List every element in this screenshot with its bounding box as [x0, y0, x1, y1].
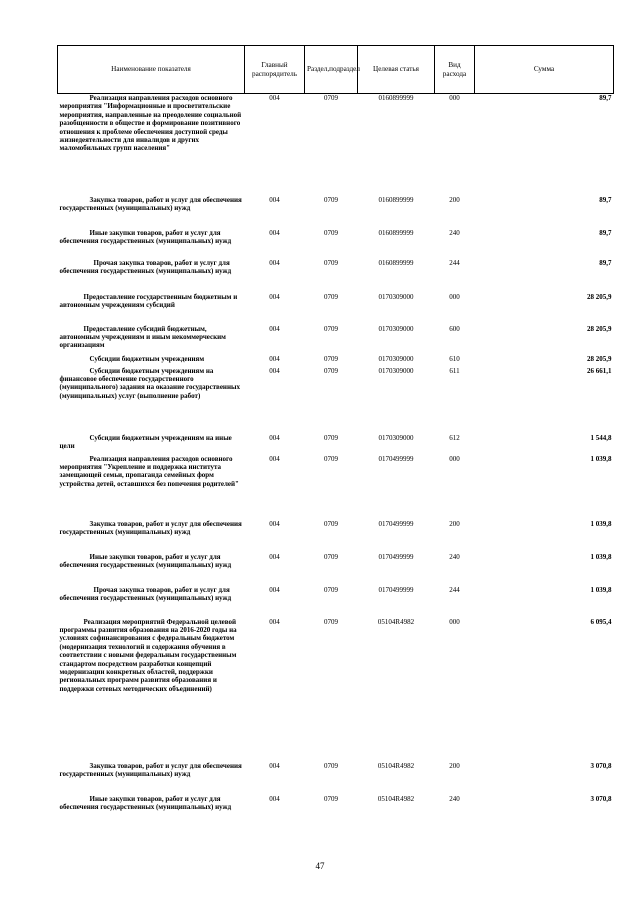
row-sum: 28 205,9	[587, 324, 612, 333]
row-target: 0170309000	[378, 292, 414, 301]
row-section: 0709	[324, 324, 338, 333]
row-section: 0709	[324, 552, 338, 561]
row-target: 0160899999	[378, 228, 414, 237]
row-sum: 89,7	[599, 228, 612, 237]
row-section: 0709	[324, 433, 338, 442]
row-type: 200	[449, 195, 460, 204]
row-manager: 004	[269, 354, 280, 363]
table-row	[58, 455, 614, 520]
row-name: Закупка товаров, работ и услуг для обеспечения государственных (муниципальных) нужд	[59, 761, 242, 778]
row-target: 05104R4982	[377, 761, 415, 770]
row-type: 244	[449, 585, 460, 594]
header-target: Целевая статья	[358, 46, 435, 94]
row-type: 610	[449, 354, 460, 363]
row-manager: 004	[269, 761, 280, 770]
row-type: 200	[449, 761, 460, 770]
row-section: 0709	[324, 585, 338, 594]
row-name: Иные закупки товаров, работ и услуг для обеспечения государственных (муниципальных) нужд	[59, 228, 232, 245]
table-row	[58, 434, 614, 455]
row-sum: 26 661,1	[587, 366, 612, 375]
row-target: 05104R4982	[377, 617, 415, 626]
table-row	[58, 618, 614, 762]
row-target: 0170309000	[378, 354, 414, 363]
row-name: Предоставление субсидий бюджетным, автономным учреждениям и иным некоммерческим организациям	[59, 324, 226, 350]
row-name: Иные закупки товаров, работ и услуг для обеспечения государственных (муниципальных) нужд	[59, 552, 232, 569]
table-row	[58, 586, 614, 618]
row-manager: 004	[269, 552, 280, 561]
row-section: 0709	[324, 617, 338, 626]
table-row	[58, 367, 614, 434]
row-manager: 004	[269, 433, 280, 442]
row-target: 0170499999	[378, 519, 414, 528]
row-sum: 89,7	[599, 195, 612, 204]
row-type: 612	[449, 433, 460, 442]
table-row	[58, 259, 614, 293]
row-section: 0709	[324, 228, 338, 237]
row-sum: 6 095,4	[590, 617, 612, 626]
row-target: 0170499999	[378, 585, 414, 594]
row-type: 244	[449, 258, 460, 267]
row-name: Закупка товаров, работ и услуг для обеспечения государственных (муниципальных) нужд	[59, 195, 242, 212]
row-target: 0170309000	[378, 433, 414, 442]
row-type: 240	[449, 552, 460, 561]
row-manager: 004	[269, 228, 280, 237]
row-sum: 28 205,9	[587, 354, 612, 363]
table-header-row	[58, 46, 614, 94]
table-row	[58, 94, 614, 196]
table-row	[58, 762, 614, 795]
row-manager: 004	[269, 617, 280, 626]
table-row	[58, 520, 614, 553]
table-row	[58, 553, 614, 586]
row-type: 240	[449, 228, 460, 237]
row-section: 0709	[324, 761, 338, 770]
row-section: 0709	[324, 794, 338, 803]
row-name: Прочая закупка товаров, работ и услуг для обеспечения государственных (муниципальных) нужд	[59, 258, 232, 275]
page-number: 47	[315, 861, 325, 871]
row-name: Субсидии бюджетным учреждениям на финансовое обеспечение государственного (муниципального) задания на оказание государственных (муниципальных) услуг (выполнение работ)	[59, 366, 240, 400]
row-target: 0170499999	[378, 454, 414, 463]
row-name: Прочая закупка товаров, работ и услуг для обеспечения государственных (муниципальных) нужд	[59, 585, 232, 602]
row-section: 0709	[324, 454, 338, 463]
row-section: 0709	[324, 292, 338, 301]
header-sum: Сумма	[475, 46, 614, 94]
row-sum: 1 039,8	[590, 552, 612, 561]
row-type: 000	[449, 94, 460, 102]
table-row	[58, 795, 614, 825]
row-section: 0709	[324, 354, 338, 363]
row-type: 200	[449, 519, 460, 528]
row-type: 000	[449, 617, 460, 626]
row-type: 000	[449, 292, 460, 301]
row-manager: 004	[269, 324, 280, 333]
budget-table	[57, 45, 614, 825]
row-sum: 28 205,9	[587, 292, 612, 301]
row-manager: 004	[269, 94, 280, 102]
row-section: 0709	[324, 195, 338, 204]
row-section: 0709	[324, 366, 338, 375]
row-type: 600	[449, 324, 460, 333]
row-sum: 3 070,8	[590, 761, 612, 770]
row-name: Иные закупки товаров, работ и услуг для обеспечения государственных (муниципальных) нужд	[59, 794, 232, 811]
row-manager: 004	[269, 585, 280, 594]
row-name: Реализация направления расходов основного мероприятия "Информационные и просветительские мероприятия, направленные на преодоление социальной разобщенности в обществе и формирование позитивного отношения к проблеме обеспечения доступной среды жизнедеятельности для инвалидов и других маломобильных групп населения"	[59, 94, 242, 153]
row-target: 05104R4982	[377, 794, 415, 803]
row-sum: 1 039,8	[590, 519, 612, 528]
row-type: 000	[449, 454, 460, 463]
row-name: Реализация направления расходов основного мероприятия "Укрепление и поддержка института замещающей семьи, пропаганда семейных форм устройства детей, оставшихся без попечения родителей"	[59, 454, 239, 488]
row-sum: 3 070,8	[590, 794, 612, 803]
row-manager: 004	[269, 195, 280, 204]
row-sum: 1 039,8	[590, 585, 612, 594]
row-manager: 004	[269, 258, 280, 267]
row-target: 0160899999	[378, 258, 414, 267]
row-type: 240	[449, 794, 460, 803]
row-target: 0160899999	[378, 195, 414, 204]
row-sum: 89,7	[599, 258, 612, 267]
header-manager: Главный распорядитель	[245, 46, 305, 94]
row-name: Реализация мероприятий Федеральной целевой программы развития образования на 2016-2020 годы на условиях софинансирования с федеральным бюджетом (модернизация технологий и содержания обучения в соответствии с новыми федеральным государственным стандартом посредством разработки концепций модернизации конкретных областей, поддержки региональных программ развития образования и поддержки сетевых методических объединений)	[59, 617, 237, 693]
row-target: 0170309000	[378, 324, 414, 333]
row-manager: 004	[269, 794, 280, 803]
table-row	[58, 293, 614, 325]
table-row	[58, 196, 614, 229]
header-type: Вид расхода	[435, 46, 475, 94]
row-manager: 004	[269, 366, 280, 375]
row-name: Субсидии бюджетным учреждениям на иные цели	[59, 433, 232, 450]
row-type: 611	[449, 366, 460, 375]
table-row	[58, 229, 614, 259]
row-target: 0170499999	[378, 552, 414, 561]
row-section: 0709	[324, 258, 338, 267]
row-name: Субсидии бюджетным учреждениям	[89, 354, 205, 363]
header-name: Наименование показателя	[58, 46, 245, 94]
table-row	[58, 355, 614, 367]
table-row	[58, 325, 614, 355]
row-name: Закупка товаров, работ и услуг для обеспечения государственных (муниципальных) нужд	[59, 519, 242, 536]
row-sum: 1 544,8	[590, 433, 612, 442]
row-target: 0160899999	[378, 94, 414, 102]
row-manager: 004	[269, 519, 280, 528]
row-name: Предоставление государственным бюджетным и автономным учреждениям субсидий	[59, 292, 238, 309]
row-sum: 89,7	[599, 94, 612, 102]
row-sum: 1 039,8	[590, 454, 612, 463]
row-manager: 004	[269, 454, 280, 463]
row-section: 0709	[324, 94, 338, 102]
row-manager: 004	[269, 292, 280, 301]
row-section: 0709	[324, 519, 338, 528]
header-section: Раздел,подраздел	[305, 46, 358, 94]
row-target: 0170309000	[378, 366, 414, 375]
